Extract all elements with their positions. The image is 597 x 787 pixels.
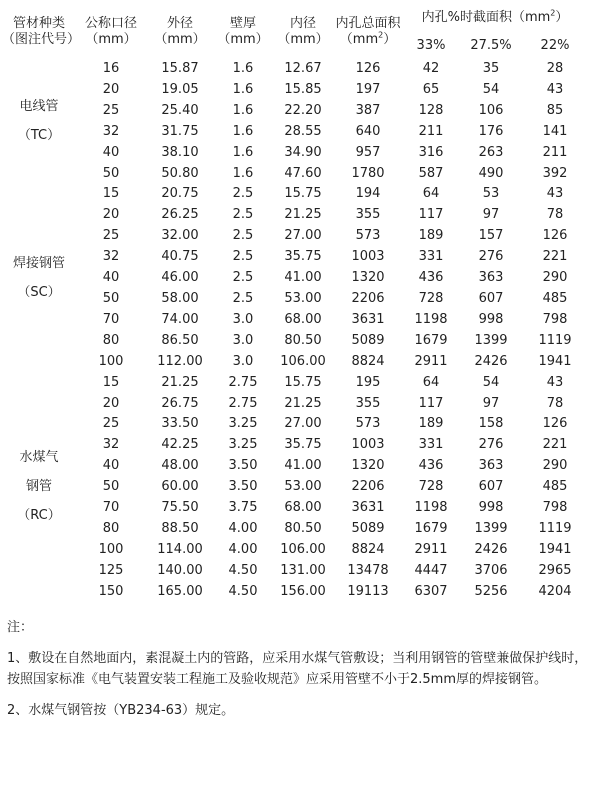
header-wall: 壁厚（mm） — [217, 15, 269, 47]
table-cell: 1.6 — [232, 144, 254, 160]
table-cell: 126 — [542, 228, 568, 244]
table-cell: 1320 — [351, 458, 385, 474]
table-cell: 40 — [102, 458, 120, 474]
table-cell: 40 — [102, 144, 120, 160]
table-cell: 28 — [546, 61, 564, 76]
table-cell: 2206 — [351, 290, 385, 306]
table-cell: 58.00 — [161, 290, 199, 306]
table-cell: 2911 — [414, 541, 448, 557]
table-cell: 290 — [542, 458, 568, 474]
table-cell: 4.00 — [228, 520, 258, 536]
table-cell: 50 — [102, 290, 120, 306]
table-cell: 4204 — [538, 583, 572, 599]
notes — [7, 617, 591, 721]
table-cell: 85 — [546, 102, 564, 118]
table-cell: 78 — [546, 207, 564, 223]
table-cell: 13478 — [347, 562, 389, 578]
table-row — [2, 226, 588, 247]
table-cell: 106 — [478, 102, 504, 118]
table-cell: 392 — [542, 165, 568, 181]
table-cell: 728 — [418, 479, 444, 495]
table-cell: 112.00 — [157, 353, 203, 369]
table-cell: 1119 — [538, 332, 572, 348]
header-area: 内孔总面积 $(mm^2)$ — [335, 15, 401, 47]
table-cell: 2965 — [538, 562, 572, 578]
table-cell: 156.00 — [280, 583, 326, 599]
table-cell: 211 — [418, 123, 444, 139]
table-cell: 54 — [482, 374, 500, 390]
header-pct-27-5: 27.5% — [470, 37, 512, 53]
table-cell: 1320 — [351, 270, 385, 286]
table-cell: 5256 — [474, 583, 508, 599]
table-cell: 573 — [355, 416, 381, 432]
table-cell: 20 — [102, 207, 120, 223]
pipe-type-cell — [2, 184, 76, 372]
table-cell: 53.00 — [284, 479, 322, 495]
table-cell: 1.6 — [232, 102, 254, 118]
table-row — [2, 477, 588, 498]
table-cell: 19.05 — [161, 81, 199, 97]
header-pct-33: 33% — [416, 37, 446, 53]
table-cell: 141 — [542, 123, 568, 139]
table-cell: 2.5 — [232, 207, 254, 223]
table-cell: 25 — [102, 416, 120, 432]
table-cell: 74.00 — [161, 311, 199, 327]
table-cell: 65 — [422, 81, 440, 97]
table-cell: 8824 — [351, 353, 385, 369]
table-cell: 189 — [418, 416, 444, 432]
table-cell: 150 — [98, 583, 124, 599]
note-2: 2、水煤气钢管按（YB234-63）规定。 — [7, 703, 235, 718]
table-cell: 157 — [478, 228, 504, 244]
table-cell: 3631 — [351, 311, 385, 327]
table-cell: 43 — [546, 374, 564, 390]
table-cell: 33.50 — [161, 416, 199, 432]
table-cell: 15.87 — [161, 61, 199, 76]
table-cell: 32 — [102, 249, 120, 265]
table-cell: 34.90 — [284, 144, 322, 160]
table-cell: 86.50 — [161, 332, 199, 348]
table-cell: 15 — [102, 186, 120, 202]
table-row — [2, 101, 588, 122]
table-cell: 2426 — [474, 353, 508, 369]
pipe-type-name: 焊接钢管 — [12, 255, 65, 271]
table-cell: 957 — [355, 144, 381, 160]
table-cell: 70 — [102, 500, 120, 516]
table-cell: 106.00 — [280, 541, 326, 557]
table-cell: 50.80 — [161, 165, 199, 181]
table-cell: 27.00 — [284, 228, 322, 244]
table-cell: 50 — [102, 479, 120, 495]
table-cell: 2.75 — [228, 395, 258, 411]
table-cell: 1941 — [538, 353, 572, 369]
table-cell: 12.67 — [284, 61, 322, 76]
table-cell: 363 — [478, 270, 504, 286]
table-cell: 640 — [355, 123, 381, 139]
table-cell: 436 — [418, 458, 444, 474]
table-cell: 80.50 — [284, 332, 322, 348]
table-row — [2, 59, 588, 80]
table-cell: 16 — [102, 61, 120, 76]
table-cell: 387 — [355, 102, 381, 118]
table-cell: 195 — [355, 374, 381, 390]
table-cell: 32 — [102, 437, 120, 453]
table-cell: 4447 — [414, 562, 448, 578]
table-cell: 126 — [355, 61, 381, 76]
table-cell: 221 — [542, 249, 568, 265]
table-cell: 80 — [102, 520, 120, 536]
header-outer: 外径（mm） — [154, 15, 206, 47]
table-cell: 3.50 — [228, 479, 258, 495]
table-row — [2, 435, 588, 456]
table-cell: 607 — [478, 290, 504, 306]
table-cell: 100 — [98, 353, 124, 369]
table-cell: 54 — [482, 81, 500, 97]
table-row — [2, 184, 588, 205]
table-cell: 1679 — [414, 332, 448, 348]
table-row — [2, 519, 588, 540]
header-pct-title: 内孔%时截面积$(mm^2)$ — [421, 8, 569, 25]
table-row — [2, 394, 588, 415]
table-cell: 1119 — [538, 520, 572, 536]
pipe-type-code: （RC） — [17, 508, 61, 524]
table-cell: 331 — [418, 437, 444, 453]
pipe-type-cell — [2, 373, 76, 603]
table-cell: 48.00 — [161, 458, 199, 474]
pipe-type-cell — [2, 59, 76, 184]
table-cell: 28.55 — [284, 123, 322, 139]
table-cell: 1679 — [414, 520, 448, 536]
header-nominal: 公称口径（mm） — [84, 15, 137, 47]
table-cell: 43 — [546, 81, 564, 97]
table-cell: 97 — [482, 207, 500, 223]
table-cell: 1003 — [351, 437, 385, 453]
table-cell: 88.50 — [161, 520, 199, 536]
table-row — [2, 582, 588, 603]
table-cell: 40 — [102, 270, 120, 286]
table-row — [2, 247, 588, 268]
table-cell: 50 — [102, 165, 120, 181]
table-cell: 20 — [102, 395, 120, 411]
table-cell: 117 — [418, 395, 444, 411]
table-cell: 998 — [478, 500, 504, 516]
table-cell: 126 — [542, 416, 568, 432]
table-cell: 70 — [102, 311, 120, 327]
table-cell: 1941 — [538, 541, 572, 557]
table-cell: 3.25 — [228, 437, 258, 453]
table-cell: 3631 — [351, 500, 385, 516]
table-cell: 3.0 — [232, 311, 254, 327]
pipe-type-name2: 钢管 — [25, 479, 52, 495]
table-cell: 3.75 — [228, 500, 258, 516]
table-cell: 158 — [478, 416, 504, 432]
table-row — [2, 164, 588, 185]
table-cell: 106.00 — [280, 353, 326, 369]
table-row — [2, 143, 588, 164]
table-cell: 15.75 — [284, 374, 322, 390]
table-cell: 221 — [542, 437, 568, 453]
table-cell: 38.10 — [161, 144, 199, 160]
table-cell: 100 — [98, 541, 124, 557]
table-cell: 1399 — [474, 332, 508, 348]
table-cell: 53 — [482, 186, 500, 202]
table-row — [2, 331, 588, 352]
table-cell: 68.00 — [284, 500, 322, 516]
table-cell: 3.0 — [232, 353, 254, 369]
table-cell: 2426 — [474, 541, 508, 557]
table-cell: 176 — [478, 123, 504, 139]
table-cell: 2206 — [351, 479, 385, 495]
table-cell: 1003 — [351, 249, 385, 265]
table-cell: 4.50 — [228, 583, 258, 599]
table-cell: 276 — [478, 249, 504, 265]
pipe-type-code: （SC） — [17, 284, 61, 300]
table-cell: 2911 — [414, 353, 448, 369]
table-cell: 42.25 — [161, 437, 199, 453]
table-cell: 290 — [542, 270, 568, 286]
table-cell: 35.75 — [284, 249, 322, 265]
table-row — [2, 310, 588, 331]
header-type: 管材种类（图注代号） — [2, 15, 81, 47]
table-cell: 1.6 — [232, 81, 254, 97]
table-cell: 35 — [482, 61, 500, 76]
table-cell: 798 — [542, 500, 568, 516]
table-cell: 355 — [355, 395, 381, 411]
table-cell: 46.00 — [161, 270, 199, 286]
table-cell: 60.00 — [161, 479, 199, 495]
table-cell: 41.00 — [284, 270, 322, 286]
table-cell: 189 — [418, 228, 444, 244]
table-cell: 140.00 — [157, 562, 203, 578]
table-cell: 197 — [355, 81, 381, 97]
table-cell: 47.60 — [284, 165, 322, 181]
table-cell: 15.75 — [284, 186, 322, 202]
table-row — [2, 561, 588, 582]
table-cell: 35.75 — [284, 437, 322, 453]
table-cell: 485 — [542, 290, 568, 306]
table-cell: 5089 — [351, 520, 385, 536]
table-cell: 1.6 — [232, 61, 254, 76]
table-row — [2, 205, 588, 226]
table-cell: 3706 — [474, 562, 508, 578]
table-cell: 316 — [418, 144, 444, 160]
table-cell: 3.50 — [228, 458, 258, 474]
table-cell: 2.75 — [228, 374, 258, 390]
table-cell: 276 — [478, 437, 504, 453]
table-cell: 573 — [355, 228, 381, 244]
table-cell: 43 — [546, 186, 564, 202]
pipe-spec-table — [2, 4, 588, 603]
table-cell: 78 — [546, 395, 564, 411]
table-cell: 2.5 — [232, 228, 254, 244]
table-cell: 798 — [542, 311, 568, 327]
table-cell: 40.75 — [161, 249, 199, 265]
table-cell: 114.00 — [157, 541, 203, 557]
table-cell: 15.85 — [284, 81, 322, 97]
table-row — [2, 373, 588, 394]
table-cell: 80 — [102, 332, 120, 348]
table-cell: 165.00 — [157, 583, 203, 599]
table-cell: 32 — [102, 123, 120, 139]
table-cell: 1.6 — [232, 165, 254, 181]
table-cell: 64 — [422, 374, 440, 390]
table-cell: 998 — [478, 311, 504, 327]
table-cell: 19113 — [347, 583, 389, 599]
table-cell: 128 — [418, 102, 444, 118]
table-cell: 5089 — [351, 332, 385, 348]
table-cell: 26.75 — [161, 395, 199, 411]
table-cell: 22.20 — [284, 102, 322, 118]
table-cell: 211 — [542, 144, 568, 160]
table-cell: 25 — [102, 228, 120, 244]
table-cell: 3.25 — [228, 416, 258, 432]
table-cell: 587 — [418, 165, 444, 181]
table-row — [2, 268, 588, 289]
table-cell: 355 — [355, 207, 381, 223]
pipe-type-name: 电线管 — [19, 98, 59, 114]
table-cell: 607 — [478, 479, 504, 495]
table-cell: 3.0 — [232, 332, 254, 348]
table-cell: 4.50 — [228, 562, 258, 578]
table-cell: 331 — [418, 249, 444, 265]
table-row — [2, 456, 588, 477]
table-row — [2, 122, 588, 143]
table-row — [2, 289, 588, 310]
table-row — [2, 498, 588, 519]
notes-title: 注： — [7, 620, 34, 635]
pipe-type-name: 水煤气 — [19, 450, 59, 466]
table-cell: 1198 — [414, 311, 448, 327]
table-cell: 1198 — [414, 500, 448, 516]
table-cell: 75.50 — [161, 500, 199, 516]
table-cell: 6307 — [414, 583, 448, 599]
table-cell: 32.00 — [161, 228, 199, 244]
table-cell: 41.00 — [284, 458, 322, 474]
table-cell: 2.5 — [232, 186, 254, 202]
table-row — [2, 352, 588, 373]
table-cell: 68.00 — [284, 311, 322, 327]
table-cell: 8824 — [351, 541, 385, 557]
table-row — [2, 540, 588, 561]
table-cell: 728 — [418, 290, 444, 306]
table-cell: 25.40 — [161, 102, 199, 118]
table-cell: 25 — [102, 102, 120, 118]
table-cell: 20 — [102, 81, 120, 97]
table-cell: 436 — [418, 270, 444, 286]
table-row — [2, 414, 588, 435]
table-cell: 2.5 — [232, 249, 254, 265]
table-cell: 21.25 — [284, 207, 322, 223]
table-cell: 263 — [478, 144, 504, 160]
table-cell: 1780 — [351, 165, 385, 181]
pipe-type-code: （TC） — [17, 127, 61, 143]
table-cell: 4.00 — [228, 541, 258, 557]
table-body — [2, 59, 588, 603]
note-1: 1、敷设在自然地面内，素混凝土内的管路，应采用水煤气管敷设；当利用钢管的管壁兼做保护线时，按照国家标准《电气装置安装工程施工及验收规范》应采用管壁不小于2.5mm厚的焊接钢管。 — [7, 651, 588, 687]
table-cell: 64 — [422, 186, 440, 202]
table-cell: 1.6 — [232, 123, 254, 139]
table-cell: 42 — [422, 61, 440, 76]
table-cell: 490 — [478, 165, 504, 181]
table-cell: 27.00 — [284, 416, 322, 432]
table-cell: 53.00 — [284, 290, 322, 306]
header-inner: 内径（mm） — [277, 15, 329, 47]
table-cell: 1399 — [474, 520, 508, 536]
table-cell: 20.75 — [161, 186, 199, 202]
table-cell: 125 — [98, 562, 124, 578]
table-cell: 485 — [542, 479, 568, 495]
table-cell: 131.00 — [280, 562, 326, 578]
table-cell: 80.50 — [284, 520, 322, 536]
table-cell: 31.75 — [161, 123, 199, 139]
table-cell: 21.25 — [284, 395, 322, 411]
table-cell: 15 — [102, 374, 120, 390]
table-cell: 2.5 — [232, 290, 254, 306]
table-cell: 26.25 — [161, 207, 199, 223]
header-pct-22: 22% — [540, 37, 570, 53]
table-cell: 194 — [355, 186, 381, 202]
table-cell: 97 — [482, 395, 500, 411]
table-cell: 363 — [478, 458, 504, 474]
table-row — [2, 80, 588, 101]
table-cell: 117 — [418, 207, 444, 223]
table-cell: 2.5 — [232, 270, 254, 286]
table-cell: 21.25 — [161, 374, 199, 390]
